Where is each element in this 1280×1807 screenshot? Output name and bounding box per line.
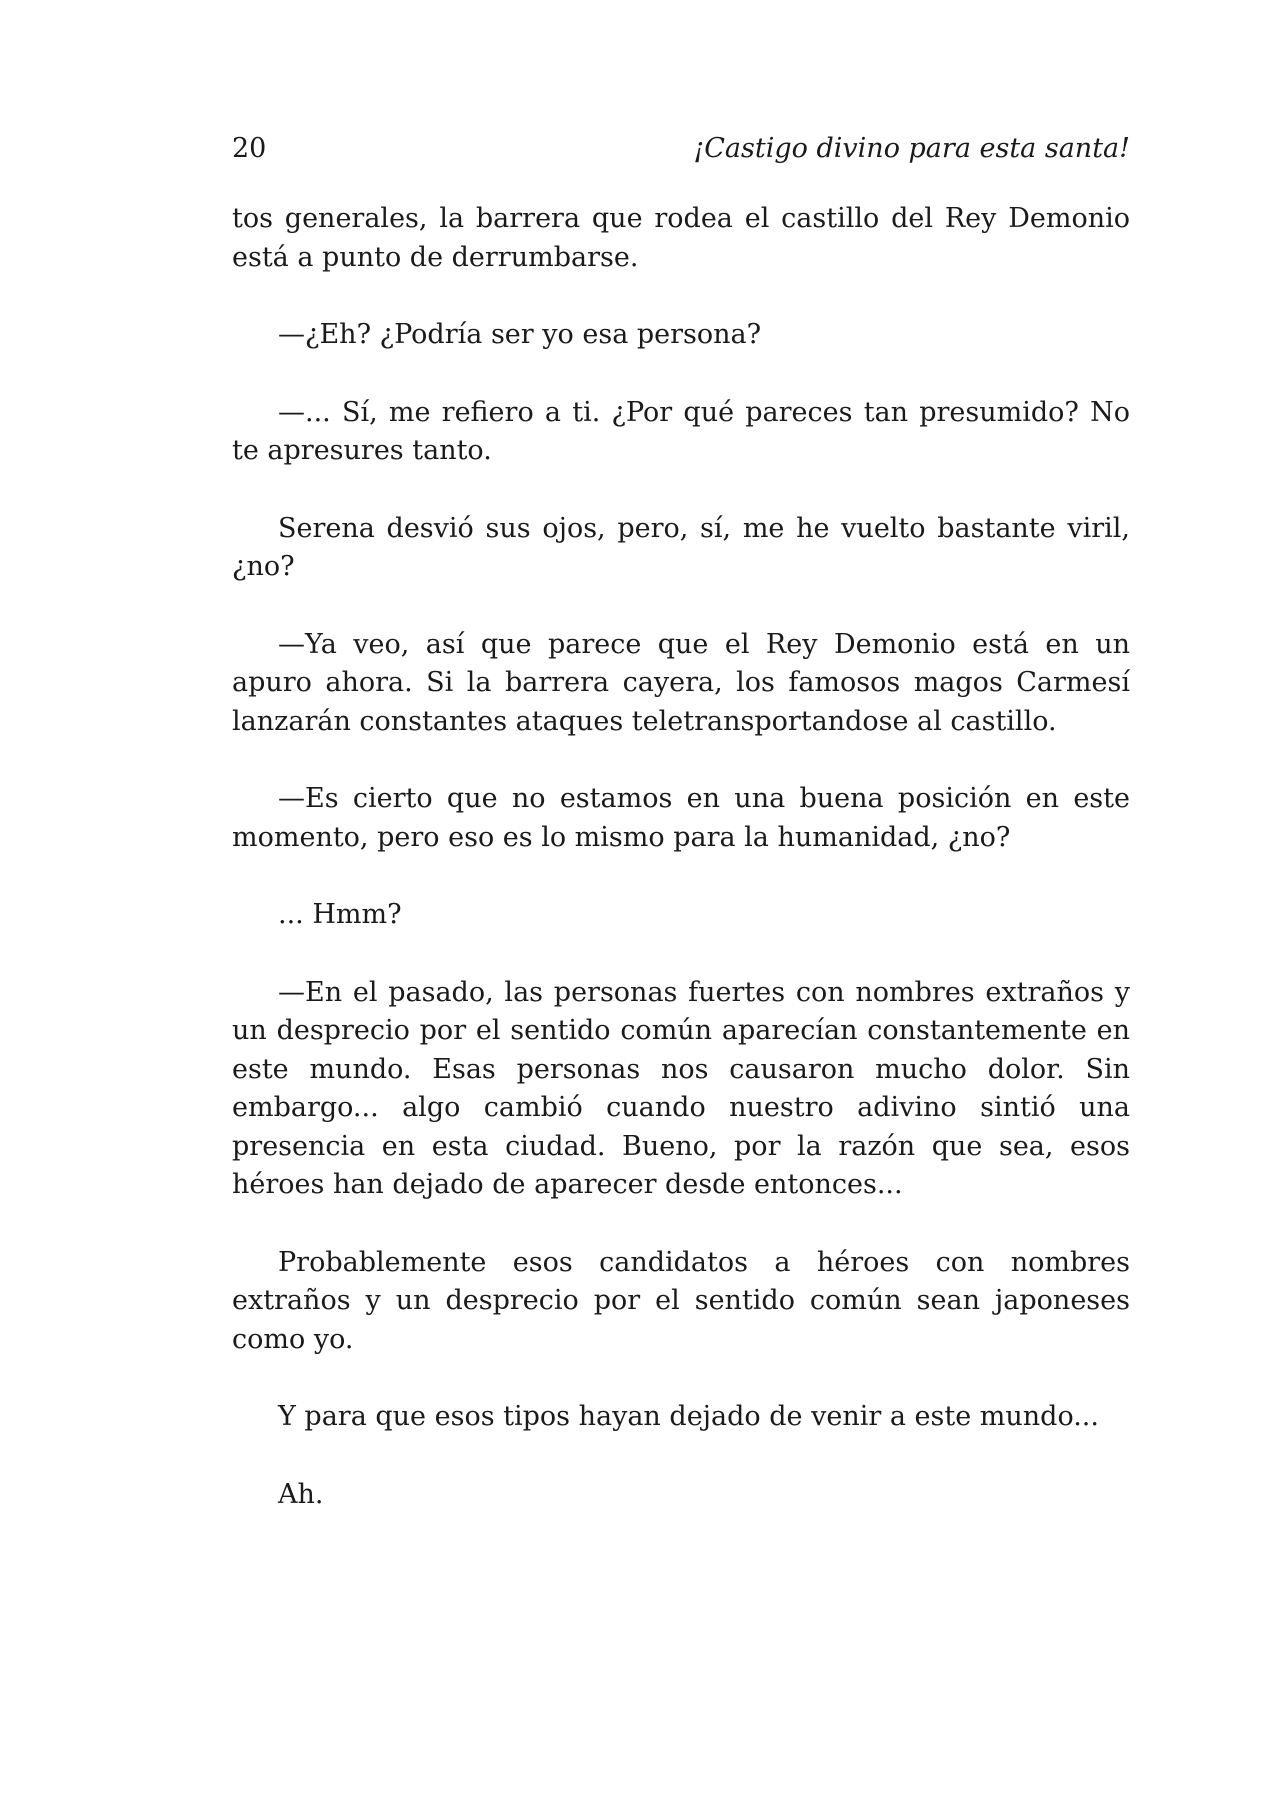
paragraph: —Es cierto que no estamos en una buena posición en este momento, pero eso es lo mismo para la humanidad, ¿no? — [232, 783, 1130, 853]
body-text — [232, 200, 1130, 1514]
paragraph: —... Sí, me refiero a ti. ¿Por qué pareces tan presumido? No te apresures tanto. — [232, 396, 1130, 466]
running-header — [232, 130, 1130, 168]
book-page — [232, 130, 1130, 1553]
paragraph: Probablemente esos candidatos a héroes con nombres extraños y un desprecio por el sentido común sean japoneses como yo. — [232, 1246, 1130, 1355]
paragraph: —En el pasado, las personas fuertes con nombres extraños y un desprecio por el sentido común aparecían constantemente en este mundo. Esas personas nos causaron mucho dolor. Sin embargo... algo cambió cuando nuestro adivino sintió una presencia en esta ciudad. Bueno, por la razón que sea, esos héroes han dejado de aparecer desde entonces... — [232, 976, 1130, 1200]
page-number: 20 — [232, 133, 267, 164]
paragraph: Ah. — [278, 1478, 324, 1510]
paragraph: —¿Eh? ¿Podría ser yo esa persona? — [278, 319, 762, 350]
book-title: ¡Castigo divino para esta santa! — [693, 133, 1130, 164]
paragraph: ... Hmm? — [278, 899, 402, 930]
paragraph: —Ya veo, así que parece que el Rey Demonio está en un apuro ahora. Si la barrera cayera, los famosos magos Carmesí lanzarán constantes ataques teletransportandose al castillo. — [232, 628, 1130, 737]
paragraph: Y para que esos tipos hayan dejado de venir a este mundo... — [278, 1401, 1099, 1432]
paragraph: Serena desvió sus ojos, pero, sí, me he vuelto bastante viril, ¿no? — [232, 512, 1130, 582]
paragraph: tos generales, la barrera que rodea el castillo del Rey Demonio está a punto de derrumbarse. — [232, 203, 1130, 273]
